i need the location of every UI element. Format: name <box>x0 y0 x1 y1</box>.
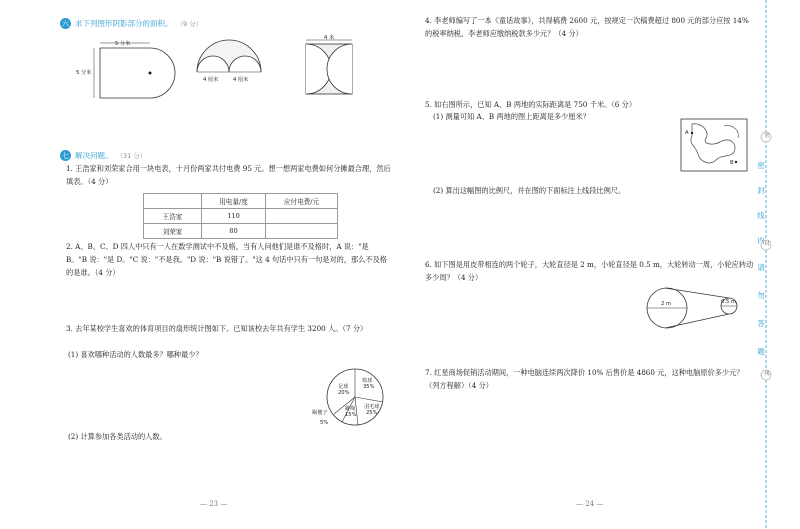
seal-char: 内 <box>757 236 765 245</box>
section-6-points: （9 分） <box>176 20 203 28</box>
pie-label-pct: 5% <box>320 420 329 426</box>
pie-label-pct: 35% <box>363 384 375 390</box>
pie-label-name: 篮球 <box>362 378 373 384</box>
table-header-row <box>144 194 338 209</box>
map-figure <box>680 118 750 174</box>
pie-label-pct: 25% <box>366 410 378 416</box>
pie-label-name: 踢毽子 <box>312 410 328 416</box>
table-header-cell: 应付电费/元 <box>266 194 338 209</box>
small-wheel-label: 0.5 m <box>721 299 736 305</box>
question-7-text: 7. 红星商场促销活动期间，一种电脑连续两次降价 10% 后售价是 4860 元，这种电脑原价多少元？（列方程解）（4 分） <box>425 368 744 390</box>
seal-line-column <box>748 0 800 529</box>
question-5-sub2: (2) 算出这幅图的比例尺，并在图的下面标注上线段比例尺。 <box>433 186 626 195</box>
table-row <box>144 209 338 224</box>
question-4-text: 4. 李老师编写了一本《童话故事》，共得稿费 2600 元，按规定一次稿费超过 800 元的部分应按 14% 的税率纳税，李老师应缴纳税款多少元？（4 分） <box>425 16 749 38</box>
page-number-right: — 24 — <box>576 500 604 508</box>
seal-circle-char: 线 <box>764 371 770 377</box>
seal-char: 密 <box>757 161 765 170</box>
answer-cell[interactable] <box>266 224 338 239</box>
question-5-text: 5. 如右图所示，已知 A、B 两地的实际距离是 750 千米。（6 分） <box>425 100 637 109</box>
table-header-cell <box>144 194 202 209</box>
section-7-title: 解决问题。 <box>75 151 113 160</box>
section-6-badge: 六 <box>62 19 69 28</box>
question-5-sub1: (1) 测量可知 A、B 两地的图上距离是多少厘米？ <box>433 112 590 121</box>
fig2-label-b: 4 厘米 <box>233 77 249 83</box>
seal-char: 封 <box>757 186 765 195</box>
map-point-a: A <box>685 130 689 136</box>
question-6-text: 6. 如下图是用皮带相连的两个轮子，大轮直径是 2 m，小轮直径是 0.5 m，大轮转动一周，小轮应转动多少周？（4 分） <box>425 260 754 282</box>
fig1-top-label: 5 分米 <box>115 41 131 47</box>
page-number-left: — 23 — <box>200 500 228 508</box>
pie-label-pct: 20% <box>338 390 350 396</box>
table-cell: 王浩家 <box>144 209 202 224</box>
section-6-heading <box>60 18 202 29</box>
table-cell: 110 <box>202 209 266 224</box>
pie-label-pct: 15% <box>345 412 357 418</box>
figure-square-arcs <box>302 36 362 98</box>
section-6-title: 求下列图形阴影部分的面积。 <box>75 19 173 28</box>
section-7-badge: 七 <box>62 151 69 160</box>
seal-circle-char: 封 <box>764 241 770 247</box>
pie-label-name: 足球 <box>338 384 349 390</box>
table-row <box>144 224 338 239</box>
electricity-table <box>143 193 338 239</box>
table-cell: 80 <box>202 224 266 239</box>
question-3-sub1: (1) 喜欢哪种活动的人数最多？哪种最少？ <box>68 350 203 359</box>
figure-semicircles <box>195 44 275 94</box>
pie-label-name: 羽毛球 <box>364 404 380 410</box>
table-cell: 刘荣家 <box>144 224 202 239</box>
fig3-top-label: 4 米 <box>324 35 335 41</box>
seal-char: 题 <box>757 347 765 356</box>
sports-pie-chart <box>312 362 400 442</box>
seal-char: 请 <box>757 263 765 272</box>
seal-char: 勿 <box>757 291 765 300</box>
seal-circle-char: 密 <box>764 133 770 139</box>
belt-wheels-figure <box>645 284 755 334</box>
question-2-text: 2. A、B、C、D 四人中只有一人在数学测试中不及格，当有人问他们是谁不及格时，A 说："是 B。"B 说："是 D。"C 说："不是我。"D 说："B 说错了。"这 4 句话中只有一句是对的，那么不及格的是谁。（4 分） <box>66 242 387 277</box>
big-wheel-label: 2 m <box>661 301 672 307</box>
right-page <box>400 0 800 529</box>
fig2-label-a: 4 厘米 <box>203 77 219 83</box>
section-7-heading <box>60 150 146 161</box>
question-3-text: 3. 去年某校学生喜欢的体育项目的扇形统计图如下。已知该校去年共有学生 3200 人。（7 分） <box>66 324 368 333</box>
fig1-left-label: 5 分米 <box>76 70 92 76</box>
pie-label-name: 跳绳 <box>345 406 356 412</box>
question-3-sub2: (2) 计算参加各类活动的人数。 <box>68 432 167 441</box>
map-point-b: B <box>730 160 734 166</box>
seal-char: 线 <box>757 211 765 220</box>
answer-cell[interactable] <box>266 209 338 224</box>
table-header-cell: 用电量/度 <box>202 194 266 209</box>
seal-char: 答 <box>757 319 765 328</box>
question-1-text: 1. 王浩家和刘荣家合用一块电表，十月份两家共付电费 95 元。想一想两家电费如何分摊最合理，然后填表。（4 分） <box>66 164 391 186</box>
figure-rect-semicircle <box>70 36 190 96</box>
section-7-points: （31 分） <box>116 152 147 160</box>
